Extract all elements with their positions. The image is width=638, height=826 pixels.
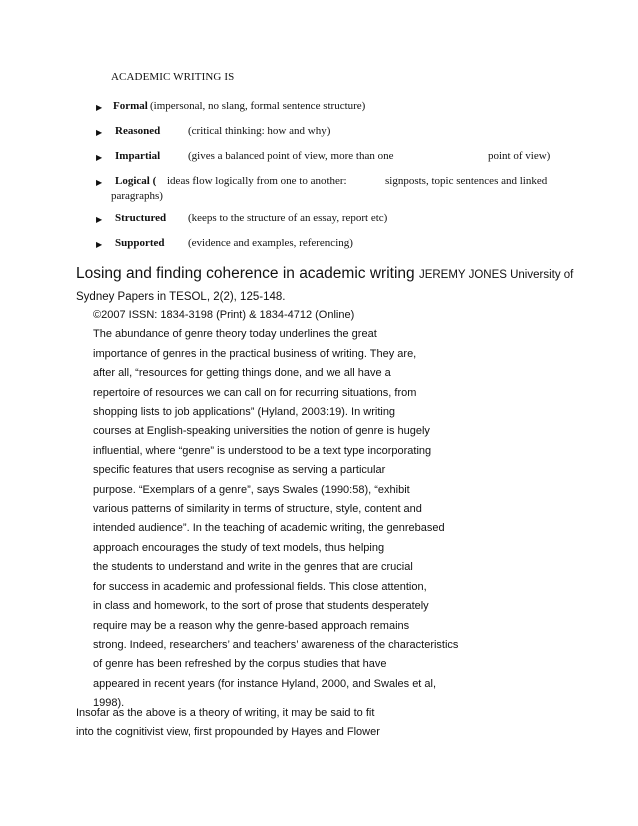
text-line: after all, “resources for getting things done, and we all have a <box>93 367 391 380</box>
text-line: repertoire of resources we can call on for recurring situations, from <box>93 386 417 399</box>
text-line: The abundance of genre theory today underlines the great <box>93 328 377 341</box>
bullet-term: Logical ( <box>115 175 157 187</box>
article-source: Sydney Papers in TESOL, 2(2), 125-148. <box>76 291 286 303</box>
bullet-arrow-icon: ▶ <box>96 240 103 249</box>
text-line: appeared in recent years (for instance Hyland, 2000, and Swales et al, <box>93 677 437 690</box>
text-line: Insofar as the above is a theory of writing, it may be said to fit <box>76 707 375 719</box>
text-line: importance of genres in the practical business of writing. They are, <box>93 347 417 360</box>
bullet-desc: (evidence and examples, referencing) <box>188 237 353 249</box>
bullet-desc-cont: point of view) <box>488 150 551 162</box>
bullet-desc: (impersonal, no slang, formal sentence structure) <box>150 100 366 112</box>
article-author: JEREMY JONES University of <box>418 269 574 281</box>
text-line: various patterns of similarity in terms of structure, style, content and <box>93 503 422 516</box>
bullet-term: Structured <box>115 212 167 224</box>
closing-paragraph <box>76 704 380 743</box>
text-line: ©2007 ISSN: 1834-3198 (Print) & 1834-4712 (Online) <box>93 309 355 321</box>
list-item <box>0 174 638 204</box>
text-line: 1998). <box>93 697 125 710</box>
bullet-desc-cont: signposts, topic sentences and linked <box>385 175 548 187</box>
bullet-desc: (gives a balanced point of view, more than one <box>188 150 394 162</box>
bullet-arrow-icon: ▶ <box>96 103 103 112</box>
bullet-desc: ideas flow logically from one to another: <box>167 175 347 187</box>
bullet-term: Formal <box>113 100 148 112</box>
text-line: specific features that users recognise as serving a particular <box>93 464 386 477</box>
text-line: approach encourages the study of text models, thus helping <box>93 541 385 554</box>
text-line: intended audience”. In the teaching of academic writing, the genrebased <box>93 522 445 535</box>
text-line: of genre has been refreshed by the corpus studies that have <box>93 658 387 671</box>
text-line: shopping lists to job applications” (Hyland, 2003:19). In writing <box>93 406 396 419</box>
bullet-arrow-icon: ▶ <box>96 215 103 224</box>
text-line: influential, where “genre” is understood to be a text type incorporating <box>93 444 432 457</box>
text-line: require may be a reason why the genre-based approach remains <box>93 619 410 632</box>
bullet-term: Impartial <box>115 150 161 162</box>
bullet-arrow-icon: ▶ <box>96 153 103 162</box>
article-title: Losing and finding coherence in academic writing <box>76 265 415 282</box>
text-line: purpose. “Exemplars of a genre”, says Swales (1990:58), “exhibit <box>93 483 410 496</box>
bullet-desc: (keeps to the structure of an essay, report etc) <box>188 212 388 224</box>
bullet-term: Reasoned <box>115 125 161 137</box>
text-line: strong. Indeed, researchers’ and teachers’ awareness of the characteristics <box>93 638 459 651</box>
list-title: ACADEMIC WRITING IS <box>111 71 235 83</box>
bullet-arrow-icon: ▶ <box>96 178 103 187</box>
text-line: into the cognitivist view, first propounded by Hayes and Flower <box>76 726 380 739</box>
text-line: the students to understand and write in the genres that are crucial <box>93 561 413 574</box>
bullet-arrow-icon: ▶ <box>96 128 103 137</box>
bullet-desc-wrap: paragraphs) <box>111 190 163 202</box>
bullet-desc: (critical thinking: how and why) <box>188 125 331 137</box>
bullet-term: Supported <box>115 237 165 249</box>
text-line: for success in academic and professional fields. This close attention, <box>93 580 427 593</box>
text-line: in class and homework, to the sort of prose that students desperately <box>93 600 429 613</box>
text-line: courses at English-speaking universities the notion of genre is hugely <box>93 425 430 438</box>
article-heading <box>76 265 573 283</box>
article-body <box>93 306 458 714</box>
